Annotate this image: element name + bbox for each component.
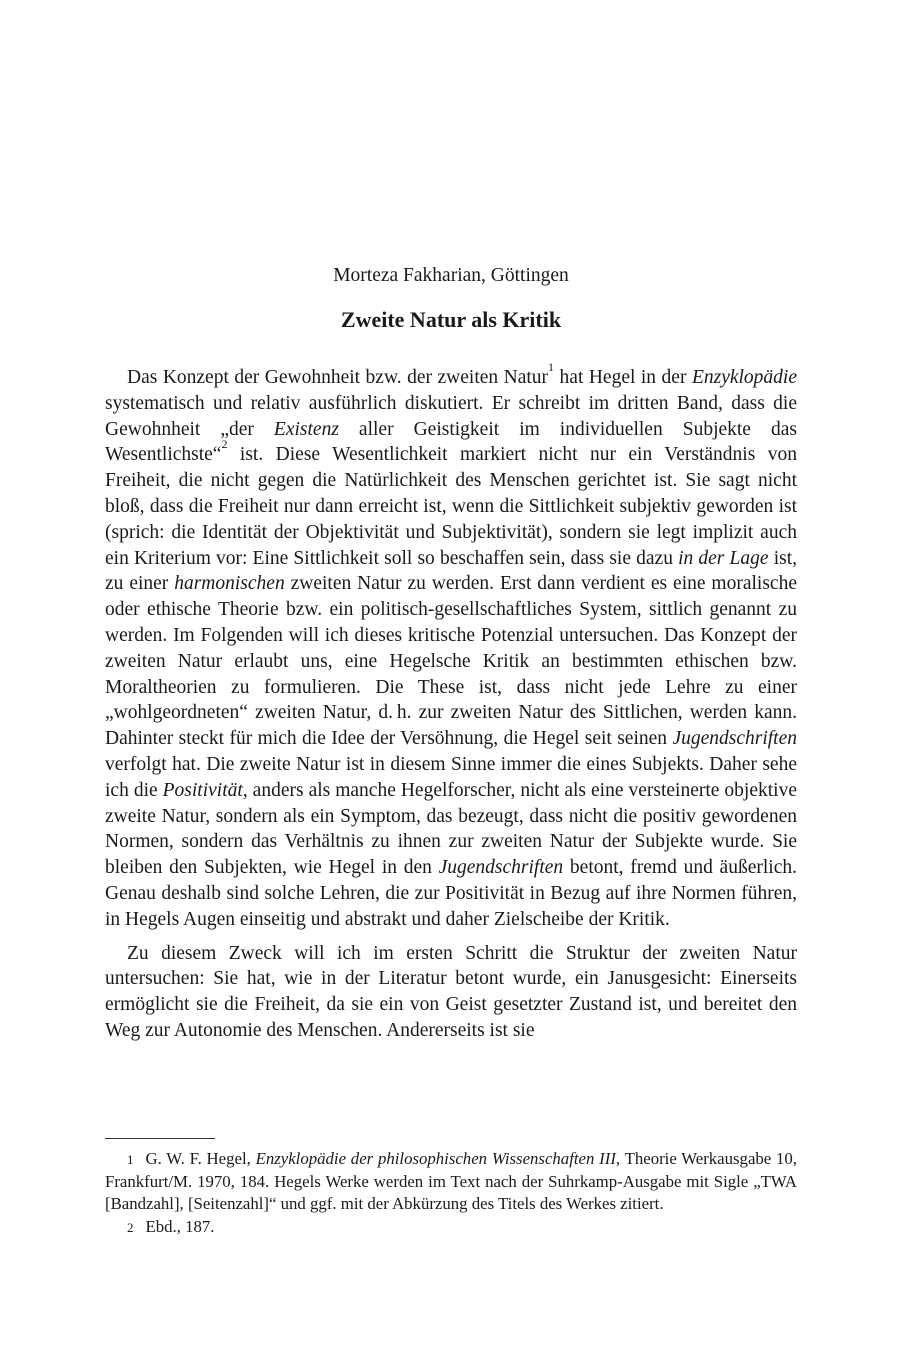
emphasis: harmonischen (174, 573, 285, 595)
author-line: Morteza Fakharian, Göttingen (333, 265, 569, 286)
text-run: , Theorie Werkausgabe 10, Frankfurt/M. 1970, 184. Hegels Werke werden im Text nach der Suhrkamp-Ausgabe mit Sigle „TWA [Bandzahl], [Seitenzahl]“ und ggf. mit der Abkürzung des Titels des Werkes zitiert. (105, 1149, 797, 1213)
paragraph-1 (105, 360, 797, 933)
footnote-number: 2 (127, 1219, 134, 1235)
text-run: hat Hegel in der (554, 367, 692, 388)
emphasis: in der Lage (678, 547, 769, 569)
text-run: Ebd., 187. (145, 1216, 215, 1236)
footnote-number: 1 (127, 1152, 134, 1167)
article-title: Zweite Natur als Kritik (340, 307, 562, 332)
footnote-1 (105, 1148, 797, 1216)
footnote-ref-2[interactable]: 2 (221, 437, 228, 452)
emphasis: Existenz (273, 418, 339, 440)
emphasis: Positivität (162, 779, 243, 801)
text-run: Das Konzept der Gewohnheit bzw. der zweiten Natur (127, 367, 549, 388)
text-run: aller Geistigkeit im individuellen Subjekte das Wesentlichste“ (105, 418, 797, 466)
paragraph-2: Zu diesem Zweck will ich im ersten Schritt die Struktur der zweiten Natur untersuchen: Sie hat, wie in der Literatur betont wurde, ein Janusgesicht: Einerseits ermöglicht sie die Freiheit, da sie ein von Geist gesetzter Zustand ist, und bereitet den Weg zur Autonomie des Menschen. Andererseits ist sie (105, 942, 797, 1041)
text-run: verfolgt hat. Die zweite Natur ist in diesem Sinne immer die eines Subjekts. Daher sehe ich die (105, 753, 797, 801)
emphasis: Enzyklopädie der philosophischen Wissenschaften III (255, 1149, 616, 1168)
text-run: betont, fremd und äußerlich. Genau deshalb sind solche Lehren, die zur Positivität in Bezug auf ihre Normen führen, in Hegels Augen einseitig und abstrakt und daher Zielscheibe der Kritik. (105, 857, 797, 930)
footnote-ref-1[interactable]: 1 (548, 360, 555, 374)
body-text (105, 360, 797, 1044)
text-run: ist, zu einer (105, 547, 797, 595)
footnote-divider (105, 1138, 215, 1139)
text-run: ist. Diese Wesentlichkeit markiert nicht nur ein Verständnis von Freiheit, die nicht gegen die Natürlichkeit des Menschen gerichtet ist. Sie sagt nicht bloß, dass die Freiheit nur dann erreicht ist, wenn die Sittlichkeit subjektiv geworden ist (sprich: die Identität der Objektivität und Subjektivität), sondern sie legt implizit auch ein Kriterium vor: Eine Sittlichkeit soll so beschaffen sein, dass sie dazu (105, 444, 797, 569)
text-run: zweiten Natur zu werden. Erst dann verdient es eine moralische oder ethische Theorie bzw. ein politisch-gesellschaftliches System, sittlich genannt zu werden. Im Folgenden will ich dieses kritische Potenzial untersuchen. Das Konzept der zweiten Natur erlaubt uns, eine Hegelsche Kritik an bestimmten ethischen bzw. Moraltheorien zu formulieren. Die These ist, dass nicht jede Lehre zu einer „wohlgeordneten“ zweiten Natur, d. h. zur zweiten Natur des Sittlichen, werden kann. Dahinter steckt für mich die Idee der Versöhnung, die Hegel seit seinen (105, 573, 797, 750)
emphasis: Jugendschriften (672, 728, 797, 750)
footnote-2 (105, 1216, 797, 1239)
footnotes (105, 1148, 797, 1238)
emphasis: Enzyklopädie (691, 367, 797, 388)
text-run: , anders als manche Hegelforscher, nicht als eine versteinerte objektive zweite Natur, sondern als ein Symptom, das bezeugt, dass nicht die positiv gewordenen Normen, sondern das Verhältnis zu ihnen zur zweiten Natur der Subjekte wurde. Sie bleiben den Subjekten, wie Hegel in den (105, 779, 797, 879)
emphasis: Jugendschriften (438, 857, 564, 879)
text-run: G. W. F. Hegel, (145, 1149, 256, 1168)
text-run: systematisch und relativ ausführlich diskutiert. Er schreibt im dritten Band, dass die Gewohnheit „der (105, 392, 797, 440)
